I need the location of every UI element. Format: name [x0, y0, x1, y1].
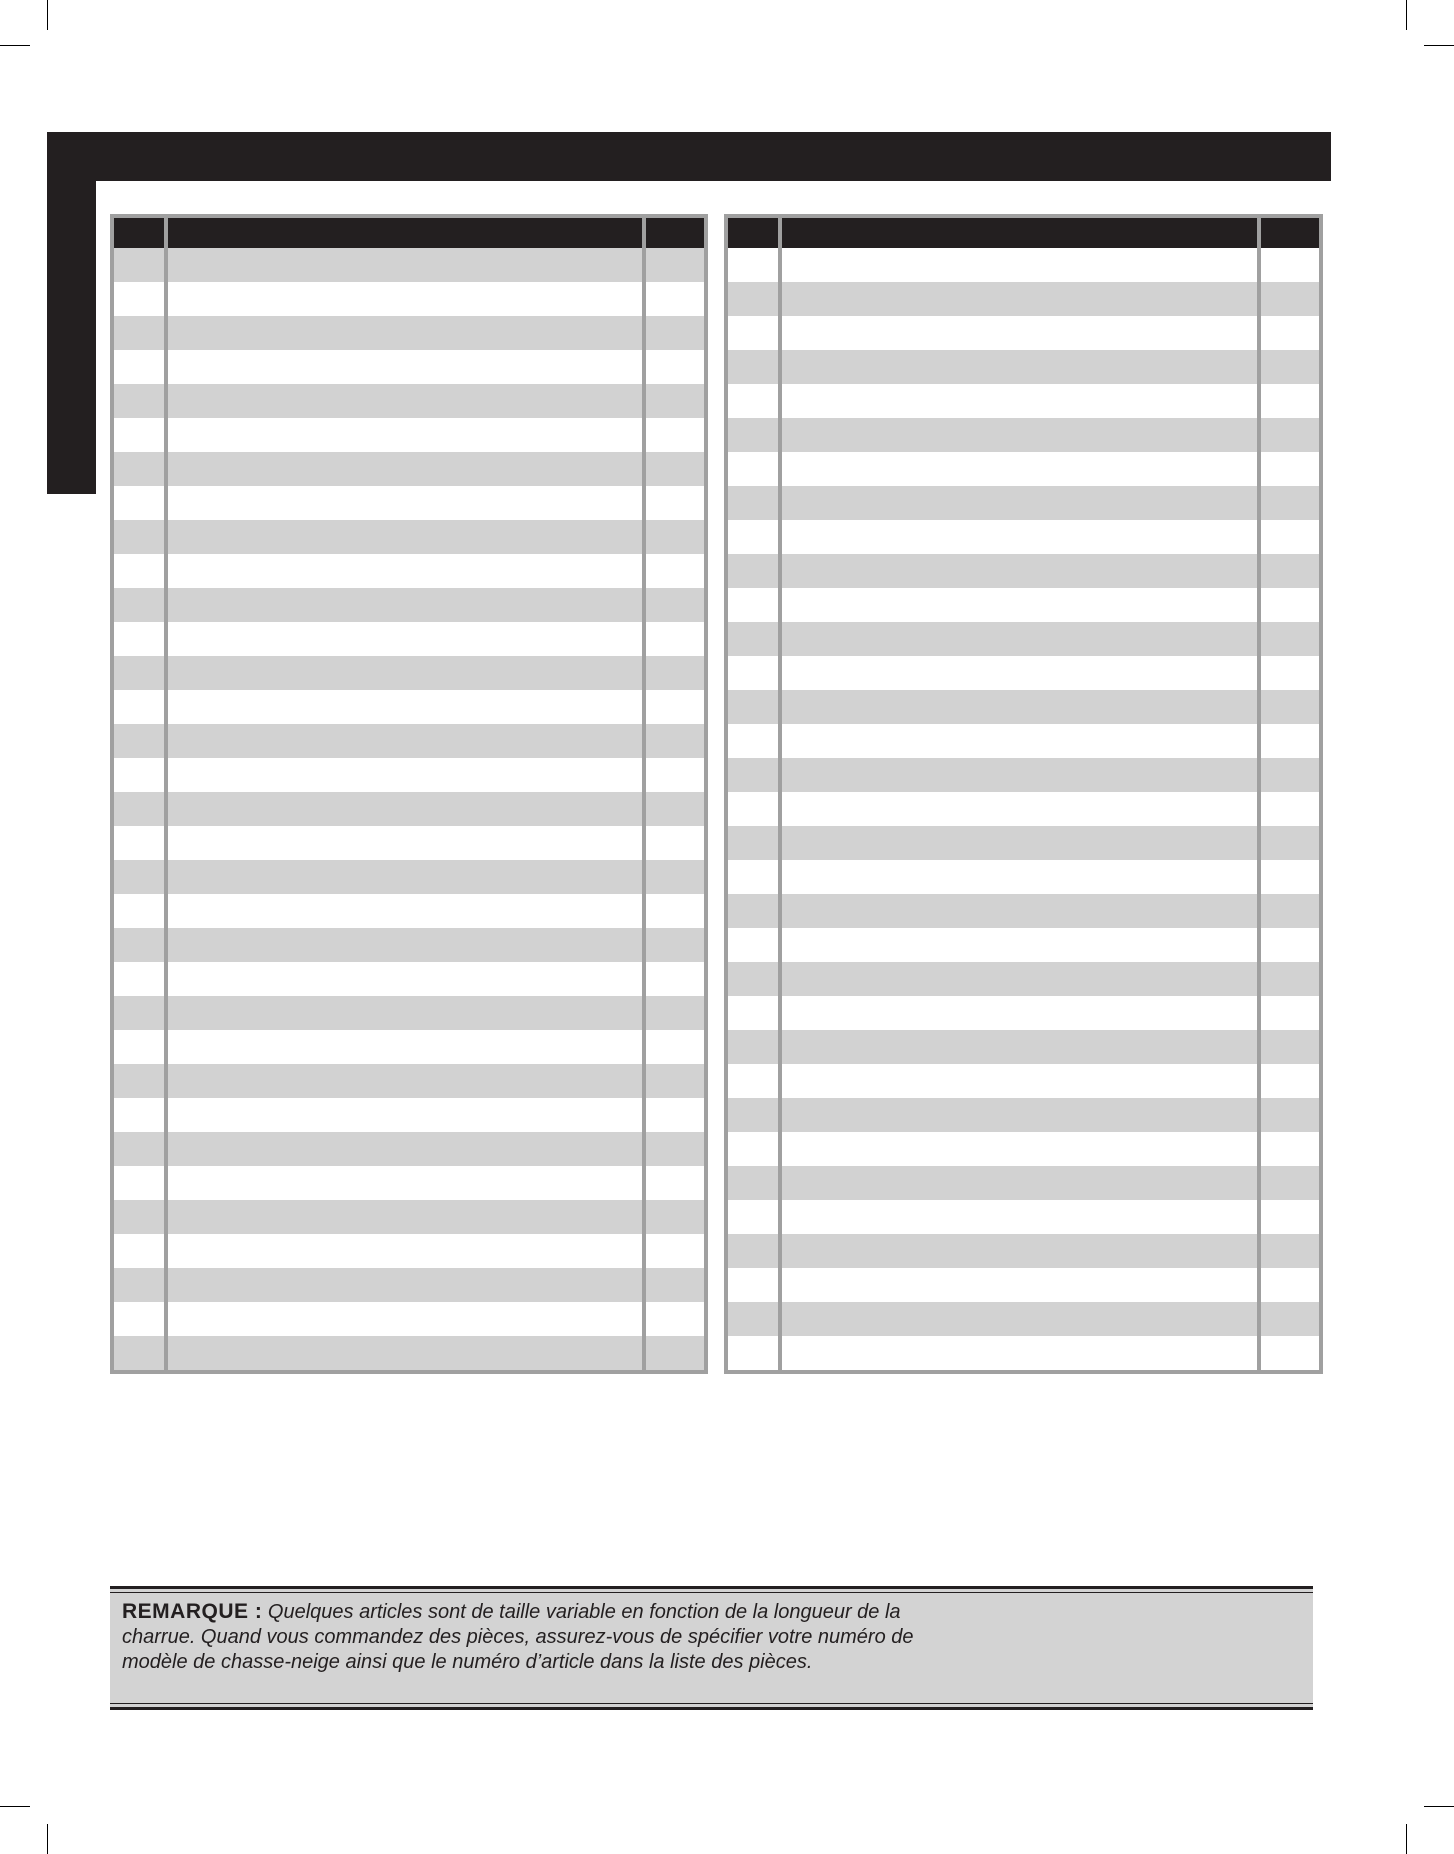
qty-cell: [1261, 724, 1319, 758]
ref-cell: [114, 316, 164, 350]
qty-cell: [646, 758, 704, 792]
table-row: [728, 384, 1319, 418]
description-cell: [778, 996, 1261, 1030]
qty-cell: [1261, 894, 1319, 928]
qty-cell: [646, 1064, 704, 1098]
description-cell: [164, 520, 646, 554]
description-cell: [778, 1030, 1261, 1064]
ref-cell: [728, 758, 778, 792]
description-cell: [164, 690, 646, 724]
description-cell: [164, 792, 646, 826]
qty-cell: [646, 996, 704, 1030]
qty-cell: [1261, 758, 1319, 792]
qty-cell: [1261, 1098, 1319, 1132]
qty-cell: [646, 248, 704, 282]
qty-cell: [1261, 860, 1319, 894]
table-row: [114, 1166, 704, 1200]
description-cell: [164, 758, 646, 792]
ref-cell: [114, 860, 164, 894]
description-cell: [778, 826, 1261, 860]
qty-cell: [1261, 486, 1319, 520]
qty-cell: [1261, 1200, 1319, 1234]
description-cell: [778, 758, 1261, 792]
qty-cell: [646, 1098, 704, 1132]
table-row: [114, 690, 704, 724]
qty-cell: [1261, 282, 1319, 316]
ref-cell: [114, 418, 164, 452]
description-cell: [164, 656, 646, 690]
table-row: [114, 1234, 704, 1268]
header-cell-description: [164, 218, 646, 248]
ref-cell: [728, 1064, 778, 1098]
ref-cell: [114, 826, 164, 860]
description-cell: [164, 1268, 646, 1302]
qty-cell: [646, 928, 704, 962]
table-row: [728, 1098, 1319, 1132]
qty-cell: [1261, 554, 1319, 588]
description-cell: [778, 860, 1261, 894]
table-row: [728, 656, 1319, 690]
qty-cell: [646, 622, 704, 656]
ref-cell: [728, 1166, 778, 1200]
ref-cell: [728, 1336, 778, 1370]
description-cell: [164, 588, 646, 622]
description-cell: [164, 1030, 646, 1064]
description-cell: [778, 282, 1261, 316]
note-text: [122, 1599, 922, 1675]
qty-cell: [646, 1336, 704, 1370]
table-row: [728, 1030, 1319, 1064]
ref-cell: [114, 724, 164, 758]
qty-cell: [646, 690, 704, 724]
table-header: [114, 218, 704, 248]
ref-cell: [114, 384, 164, 418]
ref-cell: [114, 1064, 164, 1098]
ref-cell: [728, 282, 778, 316]
ref-cell: [114, 1098, 164, 1132]
table-row: [114, 622, 704, 656]
header-cell-ref: [728, 218, 778, 248]
table-row: [728, 1166, 1319, 1200]
table-row: [114, 758, 704, 792]
description-cell: [164, 1132, 646, 1166]
qty-cell: [1261, 928, 1319, 962]
ref-cell: [728, 928, 778, 962]
table-row: [728, 554, 1319, 588]
table-row: [114, 724, 704, 758]
ref-cell: [728, 384, 778, 418]
ref-cell: [114, 1166, 164, 1200]
description-cell: [164, 316, 646, 350]
header-cell-description: [778, 218, 1261, 248]
table-row: [728, 486, 1319, 520]
crop-mark: [0, 1806, 30, 1807]
qty-cell: [1261, 962, 1319, 996]
description-cell: [164, 928, 646, 962]
table-row: [114, 384, 704, 418]
header-band: [47, 132, 1331, 181]
qty-cell: [1261, 1132, 1319, 1166]
table-row: [114, 452, 704, 486]
qty-cell: [1261, 1268, 1319, 1302]
description-cell: [164, 384, 646, 418]
table-row: [114, 1098, 704, 1132]
table-row: [728, 1302, 1319, 1336]
ref-cell: [728, 826, 778, 860]
ref-cell: [114, 1200, 164, 1234]
description-cell: [164, 350, 646, 384]
table-row: [728, 860, 1319, 894]
qty-cell: [646, 1200, 704, 1234]
ref-cell: [114, 1336, 164, 1370]
ref-cell: [728, 1234, 778, 1268]
crop-mark: [1424, 1806, 1454, 1807]
description-cell: [778, 1200, 1261, 1234]
table-row: [114, 248, 704, 282]
crop-mark: [1406, 0, 1407, 30]
ref-cell: [114, 962, 164, 996]
description-cell: [778, 554, 1261, 588]
description-cell: [164, 826, 646, 860]
ref-cell: [728, 1132, 778, 1166]
note-rule: [110, 1592, 1313, 1593]
description-cell: [778, 622, 1261, 656]
ref-cell: [728, 690, 778, 724]
table-row: [728, 1234, 1319, 1268]
table-row: [114, 1132, 704, 1166]
table-row: [114, 928, 704, 962]
qty-cell: [646, 486, 704, 520]
table-row: [114, 520, 704, 554]
ref-cell: [114, 1268, 164, 1302]
ref-cell: [728, 350, 778, 384]
table-row: [114, 316, 704, 350]
description-cell: [778, 1302, 1261, 1336]
ref-cell: [728, 520, 778, 554]
qty-cell: [646, 350, 704, 384]
ref-cell: [114, 1132, 164, 1166]
table-row: [114, 1030, 704, 1064]
qty-cell: [1261, 520, 1319, 554]
ref-cell: [728, 554, 778, 588]
table-row: [114, 962, 704, 996]
table-row: [114, 1064, 704, 1098]
description-cell: [778, 962, 1261, 996]
description-cell: [778, 452, 1261, 486]
description-cell: [164, 996, 646, 1030]
qty-cell: [1261, 656, 1319, 690]
table-row: [114, 996, 704, 1030]
qty-cell: [646, 316, 704, 350]
ref-cell: [114, 452, 164, 486]
ref-cell: [728, 588, 778, 622]
description-cell: [778, 1336, 1261, 1370]
table-row: [728, 452, 1319, 486]
table-row: [114, 588, 704, 622]
description-cell: [164, 554, 646, 588]
table-row: [728, 588, 1319, 622]
description-cell: [778, 1098, 1261, 1132]
ref-cell: [114, 622, 164, 656]
ref-cell: [114, 996, 164, 1030]
ref-cell: [728, 622, 778, 656]
qty-cell: [646, 282, 704, 316]
description-cell: [778, 248, 1261, 282]
ref-cell: [114, 894, 164, 928]
qty-cell: [1261, 418, 1319, 452]
qty-cell: [646, 588, 704, 622]
note-box: [110, 1586, 1313, 1710]
table-row: [728, 1064, 1319, 1098]
qty-cell: [1261, 1234, 1319, 1268]
ref-cell: [728, 1302, 778, 1336]
ref-cell: [114, 690, 164, 724]
description-cell: [778, 1234, 1261, 1268]
qty-cell: [646, 418, 704, 452]
description-cell: [778, 690, 1261, 724]
description-cell: [164, 1200, 646, 1234]
description-cell: [164, 282, 646, 316]
crop-mark: [47, 0, 48, 30]
qty-cell: [1261, 1030, 1319, 1064]
ref-cell: [728, 1030, 778, 1064]
qty-cell: [646, 554, 704, 588]
header-cell-qty: [646, 218, 704, 248]
crop-mark: [1406, 1824, 1407, 1854]
table-row: [728, 724, 1319, 758]
table-row: [114, 350, 704, 384]
header-cell-ref: [114, 218, 164, 248]
description-cell: [778, 724, 1261, 758]
description-cell: [164, 248, 646, 282]
qty-cell: [1261, 1064, 1319, 1098]
qty-cell: [646, 1302, 704, 1336]
table-row: [114, 282, 704, 316]
ref-cell: [114, 1234, 164, 1268]
qty-cell: [1261, 826, 1319, 860]
description-cell: [164, 1302, 646, 1336]
table-row: [114, 1200, 704, 1234]
qty-cell: [1261, 452, 1319, 486]
qty-cell: [646, 792, 704, 826]
ref-cell: [114, 588, 164, 622]
table-row: [728, 622, 1319, 656]
ref-cell: [114, 486, 164, 520]
ref-cell: [728, 996, 778, 1030]
table-row: [728, 1200, 1319, 1234]
table-row: [728, 1268, 1319, 1302]
ref-cell: [114, 350, 164, 384]
description-cell: [164, 1336, 646, 1370]
description-cell: [164, 452, 646, 486]
table-row: [114, 1336, 704, 1370]
table-row: [728, 282, 1319, 316]
qty-cell: [646, 520, 704, 554]
description-cell: [778, 486, 1261, 520]
table-row: [728, 690, 1319, 724]
ref-cell: [114, 1302, 164, 1336]
description-cell: [164, 962, 646, 996]
description-cell: [778, 1064, 1261, 1098]
table-row: [114, 554, 704, 588]
qty-cell: [1261, 316, 1319, 350]
table-row: [728, 1132, 1319, 1166]
qty-cell: [646, 656, 704, 690]
description-cell: [778, 418, 1261, 452]
note-rule: [110, 1703, 1313, 1704]
ref-cell: [728, 1098, 778, 1132]
table-row: [728, 520, 1319, 554]
qty-cell: [646, 826, 704, 860]
qty-cell: [1261, 384, 1319, 418]
table-header: [728, 218, 1319, 248]
description-cell: [164, 724, 646, 758]
ref-cell: [728, 894, 778, 928]
table-row: [728, 826, 1319, 860]
table-row: [728, 894, 1319, 928]
description-cell: [164, 1098, 646, 1132]
table-row: [728, 418, 1319, 452]
description-cell: [778, 1166, 1261, 1200]
crop-mark: [47, 1824, 48, 1854]
qty-cell: [1261, 1166, 1319, 1200]
qty-cell: [1261, 1302, 1319, 1336]
ref-cell: [728, 860, 778, 894]
qty-cell: [646, 1166, 704, 1200]
description-cell: [778, 928, 1261, 962]
table-row: [114, 894, 704, 928]
table-row: [114, 826, 704, 860]
table-row: [728, 1336, 1319, 1370]
ref-cell: [728, 724, 778, 758]
crop-mark: [0, 45, 30, 46]
table-row: [728, 350, 1319, 384]
table-row: [114, 860, 704, 894]
qty-cell: [1261, 350, 1319, 384]
description-cell: [778, 316, 1261, 350]
description-cell: [778, 894, 1261, 928]
qty-cell: [1261, 996, 1319, 1030]
table-row: [728, 962, 1319, 996]
side-band: [47, 132, 96, 494]
table-row: [728, 792, 1319, 826]
header-cell-qty: [1261, 218, 1319, 248]
description-cell: [778, 384, 1261, 418]
table-row: [728, 316, 1319, 350]
ref-cell: [114, 656, 164, 690]
table-row: [114, 418, 704, 452]
ref-cell: [114, 554, 164, 588]
description-cell: [164, 486, 646, 520]
table-row: [728, 928, 1319, 962]
ref-cell: [114, 928, 164, 962]
ref-cell: [728, 1200, 778, 1234]
note-rule: [110, 1586, 1313, 1589]
description-cell: [778, 1132, 1261, 1166]
qty-cell: [1261, 1336, 1319, 1370]
ref-cell: [114, 758, 164, 792]
qty-cell: [646, 894, 704, 928]
table-body: [114, 248, 704, 1370]
description-cell: [164, 1166, 646, 1200]
description-cell: [164, 622, 646, 656]
qty-cell: [646, 962, 704, 996]
description-cell: [778, 792, 1261, 826]
qty-cell: [646, 1132, 704, 1166]
qty-cell: [1261, 248, 1319, 282]
qty-cell: [1261, 588, 1319, 622]
ref-cell: [728, 656, 778, 690]
description-cell: [778, 350, 1261, 384]
note-label: REMARQUE :: [122, 1600, 263, 1623]
ref-cell: [114, 282, 164, 316]
qty-cell: [646, 1030, 704, 1064]
table-body: [728, 248, 1319, 1370]
qty-cell: [1261, 792, 1319, 826]
table-row: [728, 248, 1319, 282]
qty-cell: [646, 384, 704, 418]
ref-cell: [728, 248, 778, 282]
table-row: [114, 792, 704, 826]
qty-cell: [646, 860, 704, 894]
ref-cell: [728, 792, 778, 826]
qty-cell: [646, 1234, 704, 1268]
description-cell: [778, 520, 1261, 554]
ref-cell: [728, 316, 778, 350]
ref-cell: [114, 1030, 164, 1064]
parts-table-left: [110, 214, 708, 1374]
description-cell: [164, 860, 646, 894]
description-cell: [164, 1234, 646, 1268]
description-cell: [778, 656, 1261, 690]
qty-cell: [646, 724, 704, 758]
qty-cell: [646, 452, 704, 486]
ref-cell: [728, 452, 778, 486]
description-cell: [164, 1064, 646, 1098]
description-cell: [778, 588, 1261, 622]
ref-cell: [728, 418, 778, 452]
ref-cell: [728, 486, 778, 520]
ref-cell: [728, 962, 778, 996]
note-body: Quelques articles sont de taille variable en fonction de la longueur de la charrue. Quand vous commandez des pièces, assurez-vous de spécifier votre numéro de modèle de chasse-neige ainsi que le numéro d’article dans la liste des pièces.: [122, 1601, 914, 1673]
qty-cell: [1261, 622, 1319, 656]
qty-cell: [646, 1268, 704, 1302]
ref-cell: [114, 520, 164, 554]
description-cell: [164, 418, 646, 452]
ref-cell: [728, 1268, 778, 1302]
qty-cell: [1261, 690, 1319, 724]
table-row: [728, 996, 1319, 1030]
crop-mark: [1424, 45, 1454, 46]
table-row: [114, 1268, 704, 1302]
table-row: [114, 656, 704, 690]
table-row: [114, 486, 704, 520]
description-cell: [164, 894, 646, 928]
table-row: [114, 1302, 704, 1336]
note-rule: [110, 1707, 1313, 1710]
description-cell: [778, 1268, 1261, 1302]
ref-cell: [114, 248, 164, 282]
ref-cell: [114, 792, 164, 826]
table-row: [728, 758, 1319, 792]
parts-table-right: [724, 214, 1323, 1374]
